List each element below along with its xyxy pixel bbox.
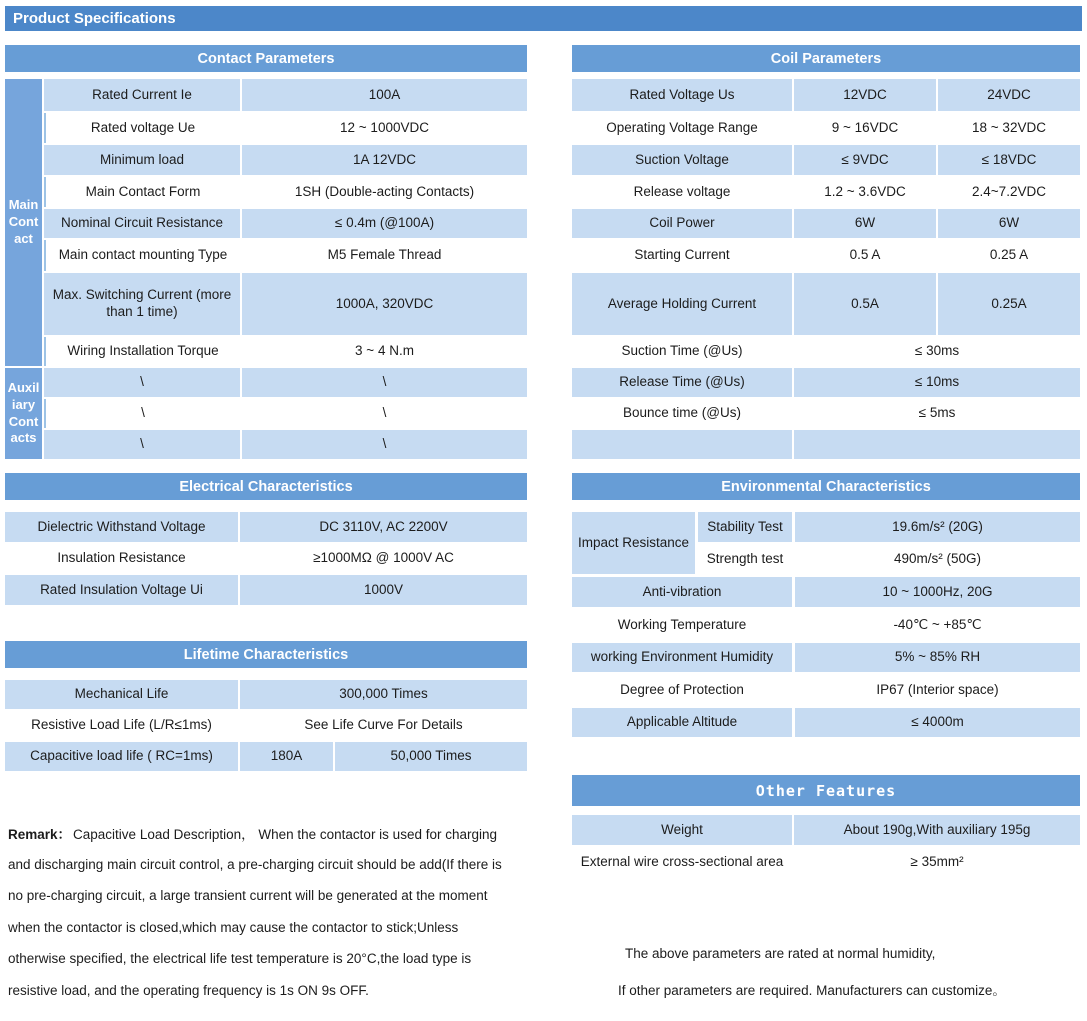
- param-label-impact-resistance: Impact Resistance: [572, 512, 695, 574]
- param-label: Degree of Protection: [572, 675, 792, 705]
- param-value: 1000A, 320VDC: [242, 273, 527, 335]
- param-value: 490m/s² (50G): [795, 545, 1080, 574]
- remark-line: no pre-charging circuit, a large transient current will be generated at the moment: [8, 888, 488, 904]
- coil-parameters-section: [572, 45, 1080, 459]
- param-value-12v: 6W: [794, 209, 936, 238]
- param-sublabel: Stability Test: [698, 512, 792, 542]
- remark-line: when the contactor is closed,which may cause the contactor to stick;Unless: [8, 919, 459, 935]
- param-value: About 190g,With auxiliary 195g: [794, 815, 1080, 845]
- param-value-24v: 18 ~ 32VDC: [938, 113, 1080, 143]
- param-label: Bounce time (@Us): [572, 399, 792, 428]
- param-value: 1SH (Double-acting Contacts): [242, 177, 527, 207]
- param-label: Coil Power: [572, 209, 792, 238]
- param-label: Average Holding Current: [572, 273, 792, 335]
- footnote-block: [618, 936, 1006, 1006]
- param-label: \: [44, 368, 240, 397]
- param-value-times: 50,000 Times: [335, 742, 527, 771]
- param-label: \: [44, 430, 240, 459]
- environmental-characteristics-table: [572, 512, 1080, 737]
- param-value-24v: 2.4~7.2VDC: [938, 177, 1080, 207]
- param-value-24v: 0.25 A: [938, 240, 1080, 271]
- footnote-line: If other parameters are required. Manufacturers can customize。: [618, 982, 1006, 998]
- param-value: 3 ~ 4 N.m: [242, 337, 527, 366]
- param-label: Release voltage: [572, 177, 792, 207]
- param-value: 1A 12VDC: [242, 145, 527, 175]
- param-label: Suction Time (@Us): [572, 337, 792, 366]
- param-label-empty: [572, 430, 792, 459]
- contact-parameters-table: [5, 79, 527, 459]
- param-label: Main contact mounting Type: [44, 240, 240, 271]
- param-value: \: [242, 368, 527, 397]
- param-value-empty: [794, 430, 1080, 459]
- param-label: Minimum load: [44, 145, 240, 175]
- param-value: 19.6m/s² (20G): [795, 512, 1080, 542]
- param-value: 10 ~ 1000Hz, 20G: [795, 577, 1080, 607]
- param-label: Applicable Altitude: [572, 708, 792, 737]
- param-value: DC 3110V, AC 2200V: [240, 512, 527, 542]
- param-label: Capacitive load life ( RC=1ms): [5, 742, 238, 771]
- param-value-12v: 0.5A: [794, 273, 936, 335]
- remark-line: [8, 817, 553, 849]
- param-label: Insulation Resistance: [5, 544, 238, 573]
- param-value-12v: 1.2 ~ 3.6VDC: [794, 177, 936, 207]
- param-value-current: 180A: [240, 742, 333, 771]
- param-label: Anti-vibration: [572, 577, 792, 607]
- param-label: Rated voltage Ue: [44, 113, 240, 143]
- param-value: 12 ~ 1000VDC: [242, 113, 527, 143]
- param-value-24v: 0.25A: [938, 273, 1080, 335]
- param-label: External wire cross-sectional area: [572, 847, 792, 877]
- row-group-main-contact: Main Contact: [5, 79, 42, 366]
- param-value: 300,000 Times: [240, 680, 527, 709]
- remark-block: [8, 817, 553, 1006]
- param-label: working Environment Humidity: [572, 643, 792, 672]
- remark-line: resistive load, and the operating frequency is 1s ON 9s OFF.: [8, 982, 369, 998]
- param-value: ≤ 5ms: [794, 399, 1080, 428]
- param-value: -40℃ ~ +85℃: [795, 610, 1080, 640]
- coil-parameters-header: Coil Parameters: [572, 45, 1080, 72]
- param-value-12v: 9 ~ 16VDC: [794, 113, 936, 143]
- lifetime-characteristics-table: [5, 680, 527, 771]
- param-value-24v: 24VDC: [938, 79, 1080, 111]
- row-group-auxiliary-contacts: Auxiliary Contacts: [5, 368, 42, 459]
- param-label: Rated Insulation Voltage Ui: [5, 575, 238, 605]
- param-value: ≤ 0.4m (@100A): [242, 209, 527, 238]
- param-label: Operating Voltage Range: [572, 113, 792, 143]
- param-label: Release Time (@Us): [572, 368, 792, 397]
- other-features-section: [572, 775, 1080, 877]
- param-value: \: [242, 399, 527, 428]
- param-value: ≤ 4000m: [795, 708, 1080, 737]
- param-label: Dielectric Withstand Voltage: [5, 512, 238, 542]
- param-label: Rated Voltage Us: [572, 79, 792, 111]
- param-label: Weight: [572, 815, 792, 845]
- coil-parameters-table: [572, 79, 1080, 459]
- param-label: Rated Current Ie: [44, 79, 240, 111]
- environmental-characteristics-header: Environmental Characteristics: [572, 473, 1080, 500]
- page-title: Product Specifications: [5, 6, 1082, 31]
- param-label: Main Contact Form: [44, 177, 240, 207]
- contact-parameters-section: [5, 45, 527, 459]
- param-sublabel: Strength test: [698, 545, 792, 574]
- param-label: Wiring Installation Torque: [44, 337, 240, 366]
- remark-label: Remark：: [8, 826, 72, 842]
- param-value-12v: 12VDC: [794, 79, 936, 111]
- param-value: 100A: [242, 79, 527, 111]
- param-value: ≤ 30ms: [794, 337, 1080, 366]
- param-value-12v: 0.5 A: [794, 240, 936, 271]
- remark-line: and discharging main circuit control, a pre-charging circuit should be add(If there is: [8, 856, 502, 872]
- param-value: IP67 (Interior space): [795, 675, 1080, 705]
- param-label: Max. Switching Current (more than 1 time): [44, 273, 240, 335]
- param-value: ≤ 10ms: [794, 368, 1080, 397]
- param-value-24v: ≤ 18VDC: [938, 145, 1080, 175]
- param-label: Nominal Circuit Resistance: [44, 209, 240, 238]
- other-features-table: [572, 815, 1080, 877]
- environmental-characteristics-section: [572, 473, 1080, 737]
- param-value: \: [242, 430, 527, 459]
- param-value: See Life Curve For Details: [240, 711, 527, 740]
- electrical-characteristics-table: [5, 512, 527, 605]
- footnote-line: The above parameters are rated at normal humidity,: [625, 946, 936, 961]
- param-value: ≥ 35mm²: [794, 847, 1080, 877]
- param-value-24v: 6W: [938, 209, 1080, 238]
- electrical-characteristics-section: [5, 473, 527, 605]
- other-features-header: Other Features: [572, 775, 1080, 806]
- remark-line: otherwise specified, the electrical life test temperature is 20°C,the load type is: [8, 951, 472, 967]
- param-label: Starting Current: [572, 240, 792, 271]
- electrical-characteristics-header: Electrical Characteristics: [5, 473, 527, 500]
- lifetime-characteristics-section: [5, 641, 527, 771]
- param-value: 5% ~ 85% RH: [795, 643, 1080, 672]
- remark-text: Capacitive Load Description， When the contactor is used for charging: [73, 826, 498, 842]
- param-value-12v: ≤ 9VDC: [794, 145, 936, 175]
- param-value: ≥1000MΩ @ 1000V AC: [240, 544, 527, 573]
- param-label: Resistive Load Life (L/R≤1ms): [5, 711, 238, 740]
- param-value: M5 Female Thread: [242, 240, 527, 271]
- lifetime-characteristics-header: Lifetime Characteristics: [5, 641, 527, 668]
- contact-parameters-header: Contact Parameters: [5, 45, 527, 72]
- param-value: 1000V: [240, 575, 527, 605]
- param-label: Working Temperature: [572, 610, 792, 640]
- param-label: Suction Voltage: [572, 145, 792, 175]
- param-label: \: [44, 399, 240, 428]
- param-label: Mechanical Life: [5, 680, 238, 709]
